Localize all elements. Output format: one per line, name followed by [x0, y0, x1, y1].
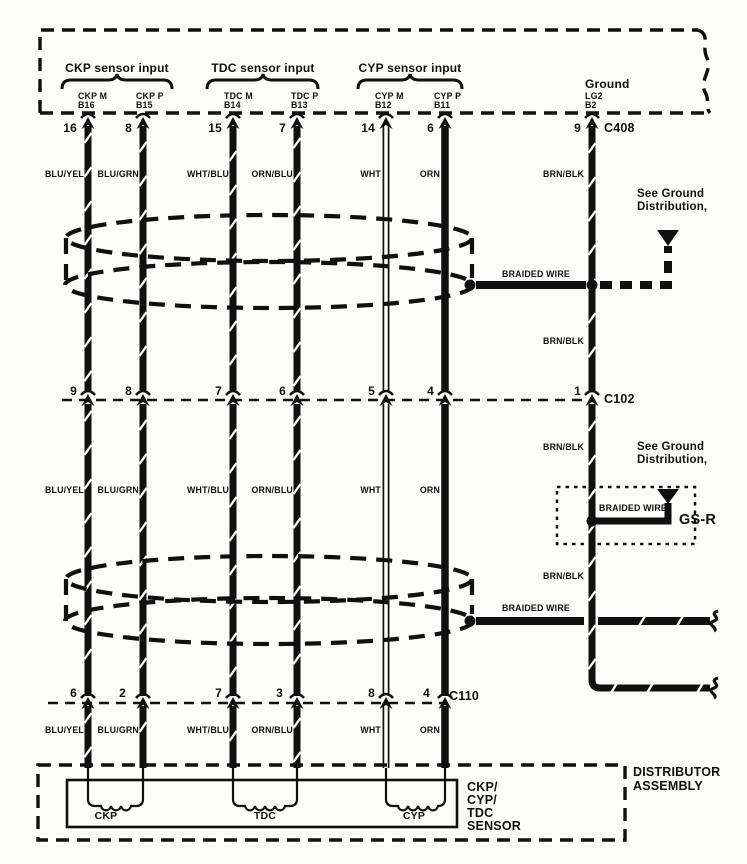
ground-wire-color-label: BRN/BLK: [543, 169, 584, 179]
c102-cavity-5: 5: [368, 384, 375, 398]
pin-cavity-b12: B12: [375, 100, 392, 110]
sensor-block-label: CKP/: [467, 780, 498, 794]
c102-cavity-9: 9: [70, 384, 77, 398]
pin-label-ckp-p: CKP P: [136, 91, 164, 101]
sensor-block-label: CYP/: [467, 793, 497, 807]
c110-cavity-2: 2: [119, 686, 126, 700]
wire-color-label: ORN: [419, 485, 440, 495]
see-ground-note: See Ground: [637, 441, 705, 453]
c102-cavity-4: 4: [427, 384, 434, 398]
c408-cavity-16: 16: [63, 121, 77, 135]
pin-label-ckp-m: CKP M: [78, 91, 108, 101]
sensor-block-label: SENSOR: [467, 819, 521, 833]
ground-circuit: LG2: [585, 91, 603, 101]
pin-label-tdc-p: TDC P: [291, 91, 319, 101]
c102-cavity-1: 1: [574, 384, 581, 398]
wire-color-label: ORN/BLU: [251, 169, 293, 179]
connector-c408-label: C408: [604, 121, 635, 135]
connector-c102-label: C102: [604, 392, 635, 406]
c408-cavity-9: 9: [574, 121, 581, 135]
cyp-group-title: CYP sensor input: [358, 61, 462, 75]
pin-cavity-b16: B16: [78, 100, 95, 110]
pin-label-tdc-m: TDC M: [224, 91, 253, 101]
lower-shield-junction-dot: [465, 616, 476, 627]
connector-c110-label: C110: [449, 689, 479, 703]
ground-cavity: B2: [585, 100, 597, 110]
c408-cavity-7: 7: [279, 121, 286, 135]
wire-color-label: ORN/BLU: [251, 725, 293, 735]
c102-cavity-7: 7: [215, 384, 222, 398]
pin-label-cyp-m: CYP M: [375, 91, 404, 101]
pin-cavity-b11: B11: [434, 100, 451, 110]
wire-color-label: BLU/YEL: [44, 169, 84, 179]
wire-color-label: BLU/GRN: [97, 169, 139, 179]
wire-color-label: ORN: [419, 169, 440, 179]
see-ground-note: Distribution,: [637, 454, 708, 466]
c110-cavity-7: 7: [215, 686, 222, 700]
c110-cavity-4: 4: [423, 686, 430, 700]
c408-cavity-6: 6: [427, 121, 434, 135]
wire-color-label: ORN: [419, 725, 440, 735]
c408-cavity-8: 8: [125, 121, 132, 135]
wire-color-label: WHT/BLU: [187, 485, 229, 495]
braided-wire-label: BRAIDED WIRE: [502, 603, 570, 613]
wire-color-label: BLU/YEL: [44, 725, 84, 735]
upper-shield-junction-dot: [465, 280, 476, 291]
tdc-group-title: TDC sensor input: [211, 61, 315, 75]
braided-wire-label: BRAIDED WIRE: [599, 503, 667, 513]
c102-cavity-8: 8: [125, 384, 132, 398]
ground-wire-color-label: BRN/BLK: [543, 571, 584, 581]
ground-wire-color-label: BRN/BLK: [543, 336, 584, 346]
wire-color-label: WHT/BLU: [187, 725, 229, 735]
c110-cavity-6: 6: [70, 686, 77, 700]
cyp-coil-label: CYP: [402, 810, 426, 822]
pin-cavity-b15: B15: [136, 100, 153, 110]
pin-label-cyp-p: CYP P: [434, 91, 462, 101]
wire-color-label: WHT: [360, 725, 381, 735]
c102-cavity-6: 6: [279, 384, 286, 398]
wire-color-label: BLU/YEL: [44, 485, 84, 495]
braided-wire-label: BRAIDED WIRE: [502, 269, 570, 279]
ckp-group-title: CKP sensor input: [65, 61, 169, 75]
upper-ground-junction-dot: [587, 280, 598, 291]
gsr-label: GS-R: [679, 512, 717, 528]
wire-color-label: BLU/GRN: [97, 485, 139, 495]
wire-color-label: WHT/BLU: [187, 169, 229, 179]
ckp-coil-label: CKP: [94, 810, 118, 822]
c110-cavity-8: 8: [368, 686, 375, 700]
c408-cavity-14: 14: [361, 121, 375, 135]
distributor-assembly-label: ASSEMBLY: [633, 779, 703, 793]
see-ground-note: See Ground: [637, 188, 705, 200]
wire-color-label: ORN/BLU: [251, 485, 293, 495]
distributor-assembly-label: DISTRIBUTOR: [633, 765, 721, 779]
ground-wire-color-label: BRN/BLK: [543, 442, 584, 452]
ground-title: Ground: [585, 77, 630, 91]
wire-color-label: WHT: [360, 169, 381, 179]
tdc-coil-label: TDC: [253, 810, 277, 822]
pin-cavity-b13: B13: [291, 100, 308, 110]
wire-color-label: WHT: [360, 485, 381, 495]
see-ground-note: Distribution,: [637, 201, 708, 213]
sensor-block-label: TDC: [467, 806, 494, 820]
c110-cavity-3: 3: [276, 686, 283, 700]
c408-cavity-15: 15: [208, 121, 222, 135]
pin-cavity-b14: B14: [224, 100, 241, 110]
wire-color-label: BLU/GRN: [97, 725, 139, 735]
